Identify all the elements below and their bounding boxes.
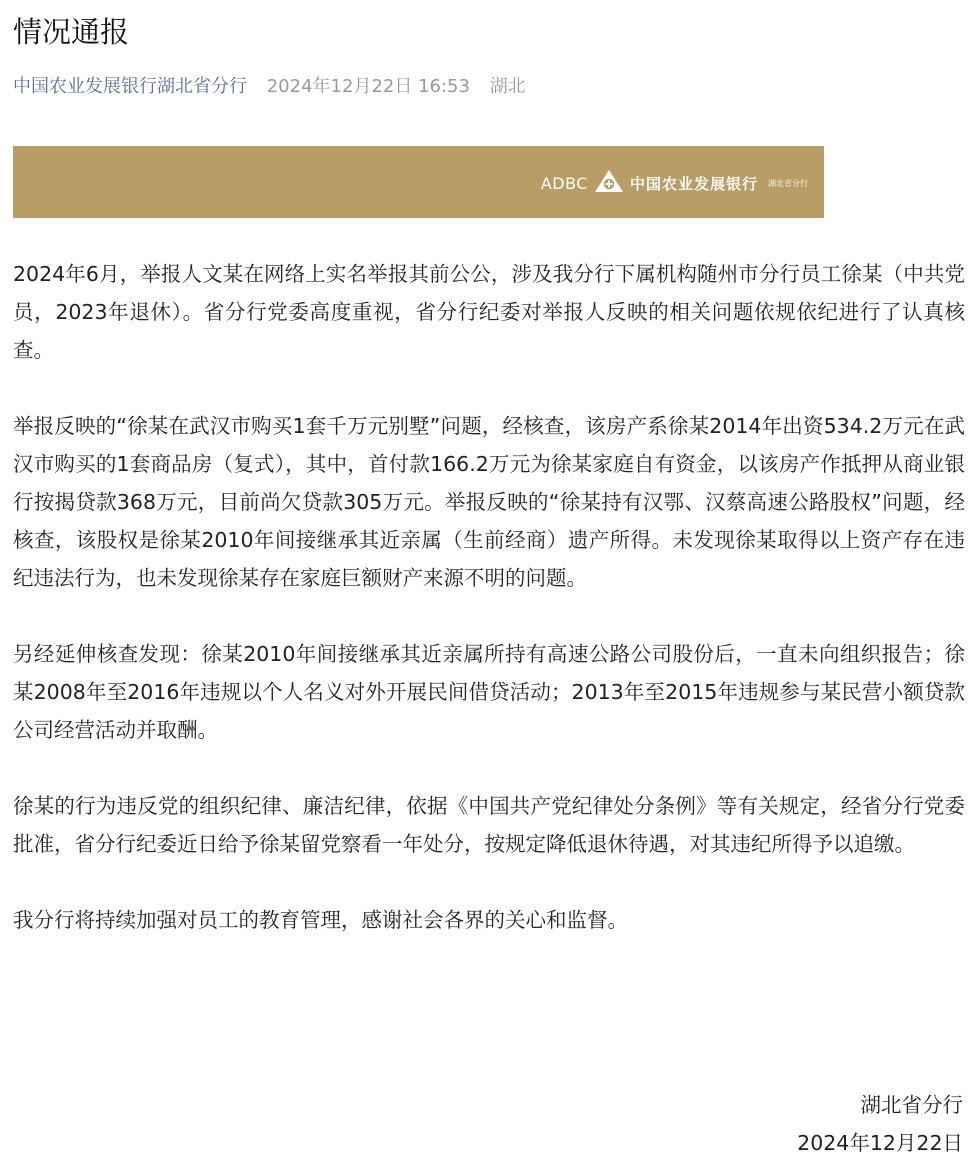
header-banner-image [13,146,824,218]
paragraph: 我分行将持续加强对员工的教育管理，感谢社会各界的关心和监督。 [13,908,628,932]
signature-org: 湖北省分行 [860,1093,963,1117]
publish-time: 2024年12月22日 16:53 [266,76,470,97]
paragraph: 2024年6月，举报人文某在网络上实名举报其前公公，涉及我分行下属机构随州市分行员工徐某（中共党员，2023年退休）。省分行党委高度重视，省分行纪委对举报人反映的相关问题依规依纪进行了认真核查。 [13,262,965,362]
publish-location: 湖北 [489,76,526,97]
article-meta [13,72,526,102]
page-title: 情况通报 [13,15,130,49]
adbc-logo-icon [594,169,630,197]
paragraph: 举报反映的“徐某在武汉市购买1套千万元别墅”问题，经核查，该房产系徐某2014年出资534.2万元在武汉市购买的1套商品房（复式），其中，首付款166.2万元为徐某家庭自有资金，以该房产作抵押从商业银行按揭贷款368万元，目前尚欠贷款305万元。举报反映的“徐某持有汉鄂、汉蔡高速公路股权”问题，经核查，该股权是徐某2010年间接继承其近亲属（生前经商）遗产所得。未发现徐某取得以上资产存在违纪违法行为，也未发现徐某存在家庭巨额财产来源不明的问题。 [13,414,965,590]
article-body [13,255,965,977]
logo-branch-text: 湖北省分行 [768,178,808,188]
signature-block [797,1086,963,1162]
paragraph: 徐某的行为违反党的组织纪律、廉洁纪律，依据《中国共产党纪律处分条例》等有关规定，经省分行党委批准，省分行纪委近日给予徐某留党察看一年处分，按规定降低退休待遇，对其违纪所得予以追缴。 [13,794,965,856]
account-name-link[interactable]: 中国农业发展银行湖北省分行 [13,76,247,97]
logo-chinese-text: 中国农业发展银行 [629,174,758,193]
bank-logo [541,171,808,195]
signature-date: 2024年12月22日 [797,1131,963,1155]
logo-english-text: ADBC [540,173,588,193]
paragraph: 另经延伸核查发现：徐某2010年间接继承其近亲属所持有高速公路公司股份后，一直未向组织报告；徐某2008年至2016年违规以个人名义对外开展民间借贷活动；2013年至2015年违规参与某民营小额贷款公司经营活动并取酬。 [13,642,965,742]
